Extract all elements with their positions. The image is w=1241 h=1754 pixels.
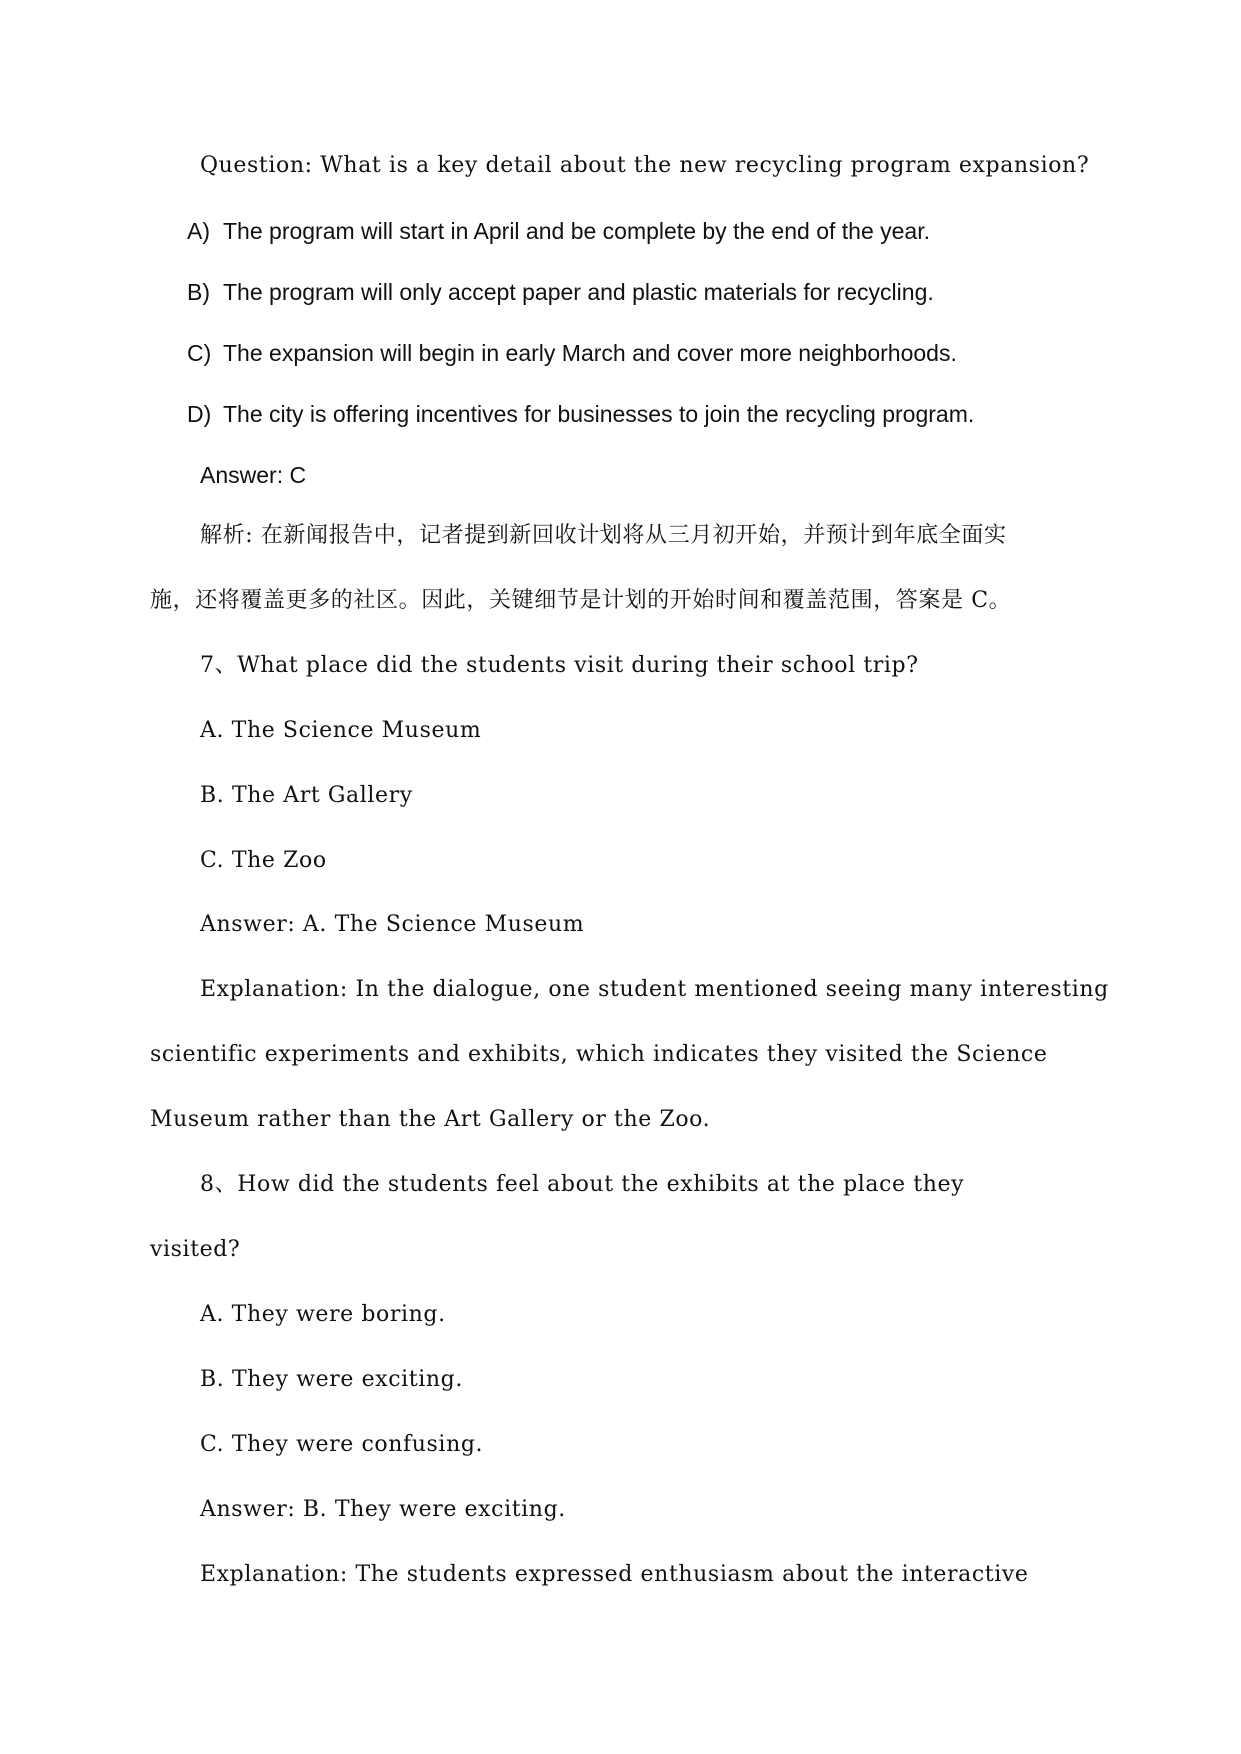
explanation-text: Museum rather than the Art Gallery or the Zoo. [150, 1107, 711, 1132]
answer-text: Answer: C [200, 462, 307, 488]
option-letter: D) [187, 401, 212, 427]
option-letter: A) [187, 218, 210, 244]
answer-text: Answer: A. The Science Museum [200, 912, 585, 937]
answer-option-b: B. They were exciting. [200, 1367, 463, 1392]
analysis-text: 施，还将覆盖更多的社区。因此，关键细节是计划的开始时间和覆盖范围，答案是 C。 [150, 588, 1012, 613]
answer-option-a: A. The Science Museum [200, 718, 482, 743]
question-text: visited? [150, 1237, 241, 1262]
question-text: 8、How did the students feel about the exhibits at the place they [200, 1172, 965, 1197]
explanation-text: Explanation: The students expressed enthusiasm about the interactive [200, 1562, 1029, 1587]
answer-option-a [187, 216, 930, 246]
explanation-text: Explanation: In the dialogue, one student mentioned seeing many interesting [200, 977, 1109, 1002]
question-text: Question: What is a key detail about the new recycling program expansion? [200, 153, 1090, 178]
answer-option-c: C. The Zoo [200, 848, 327, 873]
option-letter: C) [187, 340, 212, 366]
answer-option-d [187, 399, 974, 429]
option-letter: B) [187, 279, 210, 305]
explanation-text: scientific experiments and exhibits, which indicates they visited the Science [150, 1042, 1048, 1067]
option-text: The program will only accept paper and plastic materials for recycling. [223, 279, 934, 305]
option-text: The program will start in April and be complete by the end of the year. [223, 218, 930, 244]
answer-option-c: C. They were confusing. [200, 1432, 484, 1457]
option-text: The city is offering incentives for businesses to join the recycling program. [223, 401, 975, 427]
analysis-text: 解析: 在新闻报告中，记者提到新回收计划将从三月初开始，并预计到年底全面实 [200, 523, 1007, 548]
answer-text: Answer: B. They were exciting. [200, 1497, 566, 1522]
answer-option-b: B. The Art Gallery [200, 783, 413, 808]
answer-option-c [187, 338, 957, 368]
question-text: 7、What place did the students visit during their school trip? [200, 653, 919, 678]
answer-option-a: A. They were boring. [200, 1302, 446, 1327]
answer-option-b [187, 277, 934, 307]
option-text: The expansion will begin in early March and cover more neighborhoods. [223, 340, 957, 366]
